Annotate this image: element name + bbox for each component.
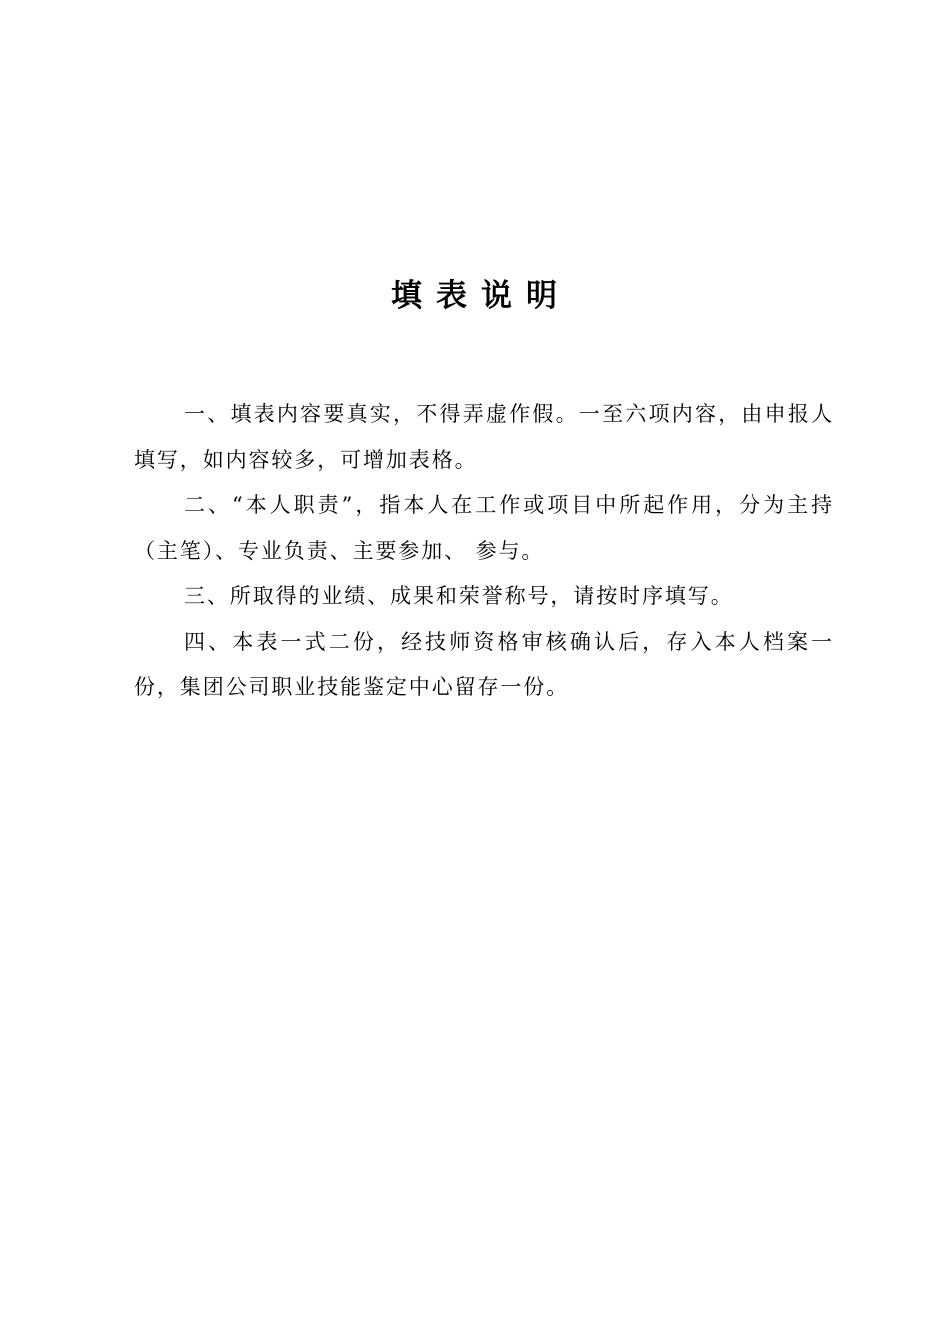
page-title: 填表说明 [391,278,571,314]
instruction-paragraph-4: 四、本表一式二份，经技师资格审核确认后，存入本人档案一份，集团公司职业技能鉴定中心留存一份。 [134,629,834,699]
instruction-paragraph-1: 一、填表内容要真实，不得弄虚作假。一至六项内容，由申报人填写，如内容较多，可增加表格。 [134,402,834,472]
instructions-body [134,392,834,711]
instruction-paragraph-3: 三、所取得的业绩、成果和荣誉称号，请按时序填写。 [184,584,734,608]
instruction-paragraph-2: 二、“本人职责”，指本人在工作或项目中所起作用，分为主持（主笔）、专业负责、主要参加、 参与。 [134,493,834,563]
